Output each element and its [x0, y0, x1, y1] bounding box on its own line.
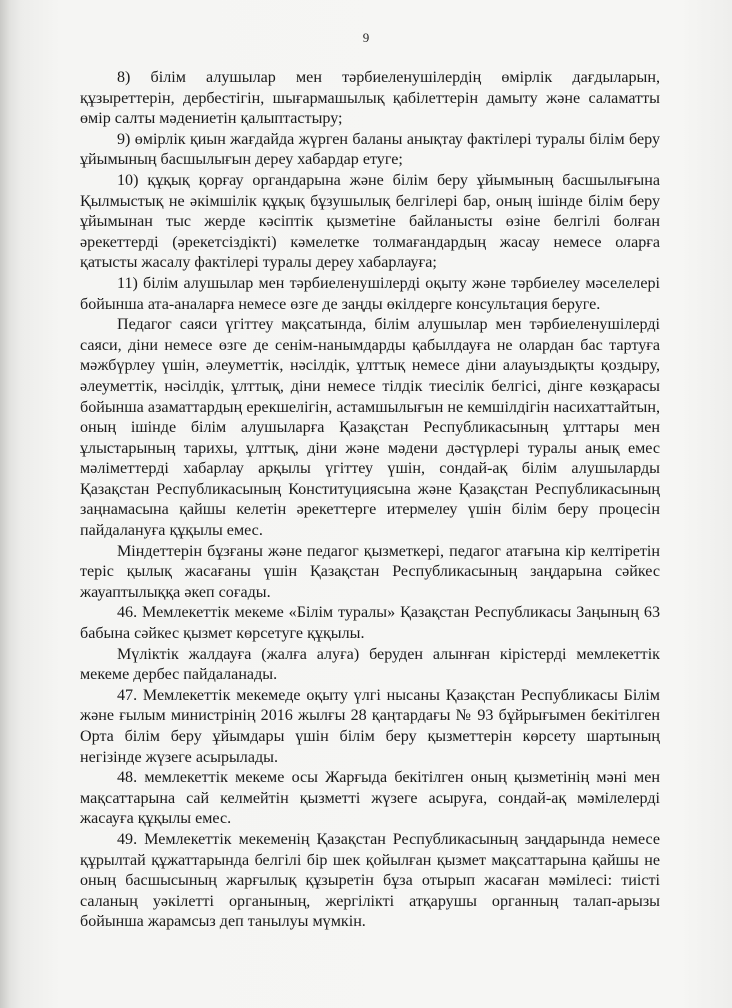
page-number: 9	[362, 30, 370, 45]
paragraph-46: 46. Мемлекеттік мекеме «Білім туралы» Қазақстан Республикасы Заңының 63 бабына сәйкес қызмет көрсетуге құқылы.	[80, 604, 660, 643]
paragraph-rental-income: Мүліктік жалдауға (жалға алуға) беруден алынған кірістерді мемлекеттік мекеме дербес пайдаланады.	[80, 645, 660, 684]
paragraph-item-9: 9) өмірлік қиын жағдайда жүрген баланы анықтау фактілері туралы білім беру ұйымының басшылығын дереу хабардар етуге;	[80, 130, 660, 169]
paragraph-47: 47. Мемлекеттік мекемеде оқыту үлгі нысаны Қазақстан Республикасы Білім және ғылым министрінің 2016 жылғы 28 қаңтардағы № 93 бұйрығымен бекітілген Орта білім беру ұйымдары үшін білім беру қызметтерін көрсету шартының негізінде жүзеге асырылады.	[80, 686, 660, 766]
paragraph-liability: Міндеттерін бұзғаны және педагог қызметкері, педагог атағына кір келтіретін теріс қылық жасағаны үшін Қазақстан Республикасының заңдарына сәйкес жауаптылыққа әкеп соғады.	[80, 542, 660, 601]
paragraph-item-8: 8) білім алушылар мен тәрбиеленушілердің өмірлік дағдыларын, құзыреттерін, дербестігін, шығармашылық қабілеттерін дамыту және саламатты өмір салты мәдениетін қалыптастыру;	[80, 69, 660, 128]
document-body	[80, 68, 660, 933]
paragraph-item-10: 10) құқық қорғау органдарына және білім беру ұйымының басшылығына Қылмыстық не әкімшілік құқық бұзушылық белгілері бар, оның ішінде білім беру ұйымынан тыс жерде кәсіптік қызметіне байланысты өзіне белгілі болған әрекеттерді (әрекетсіздікті) кәмелетке толмағандардың жасау немесе оларға қатысты жасалу фактілері туралы дереу хабарлауға;	[80, 171, 660, 272]
paragraph-49: 49. Мемлекеттік мекеменің Қазақстан Республикасының заңдарында немесе құрылтай құжаттарында белгілі бір шек қойылған қызмет мақсаттарына қайшы не оның басшысының жарғылық құзыретін бұза отырып жасаған мәмілесі: тиісті саланың уәкілетті органының, жергілікті атқарушы органның талап-арызы бойынша жарамсыз деп танылуы мүмкін.	[80, 830, 660, 931]
page-edge-shadow	[0, 0, 10, 1008]
paragraph-item-11: 11) білім алушылар мен тәрбиеленушілерді оқыту және тәрбиелеу мәселелері бойынша ата-аналарға немесе өзге де заңды өкілдерге консультация беруге.	[80, 274, 660, 313]
paragraph-48: 48. мемлекеттік мекеме осы Жарғыда бекітілген оның қызметінің мәні мен мақсаттарына сай келмейтін қызметті жүзеге асыруға, сондай-ақ мәмілелерді жасауға құқылы емес.	[80, 769, 660, 828]
paragraph-political-agitation: Педагог саяси үгіттеу мақсатында, білім алушылар мен тәрбиеленушілерді саяси, діни немесе өзге де сенім-нанымдарды қабылдауға не олардан бас тартуға мәжбүрлеу үшін, әлеуметтік, нәсілдік, ұлттық немесе діни алауыздықты қоздыру, әлеуметтік, нәсілдік, ұлттық, діни немесе тілдік тиесілік белгісі, дінге көзқарасы бойынша азаматтардың ерекшелігін, астамшылығын не кемшілдігін насихаттайтын, оның ішінде білім алушыларға Қазақстан Республикасының ұлттары мен ұлыстарының тарихы, ұлттық, діни және мәдени дәстүрлері туралы анық емес мәліметтерді хабарлау арқылы үгіттеу үшін, сондай-ақ білім алушыларды Қазақстан Республикасының Конституциясына және Қазақстан Республикасының заңнамасына қайшы келетін әрекеттерге итермелеу үшін білім беру процесін пайдалануға құқылы емес.	[80, 316, 660, 540]
